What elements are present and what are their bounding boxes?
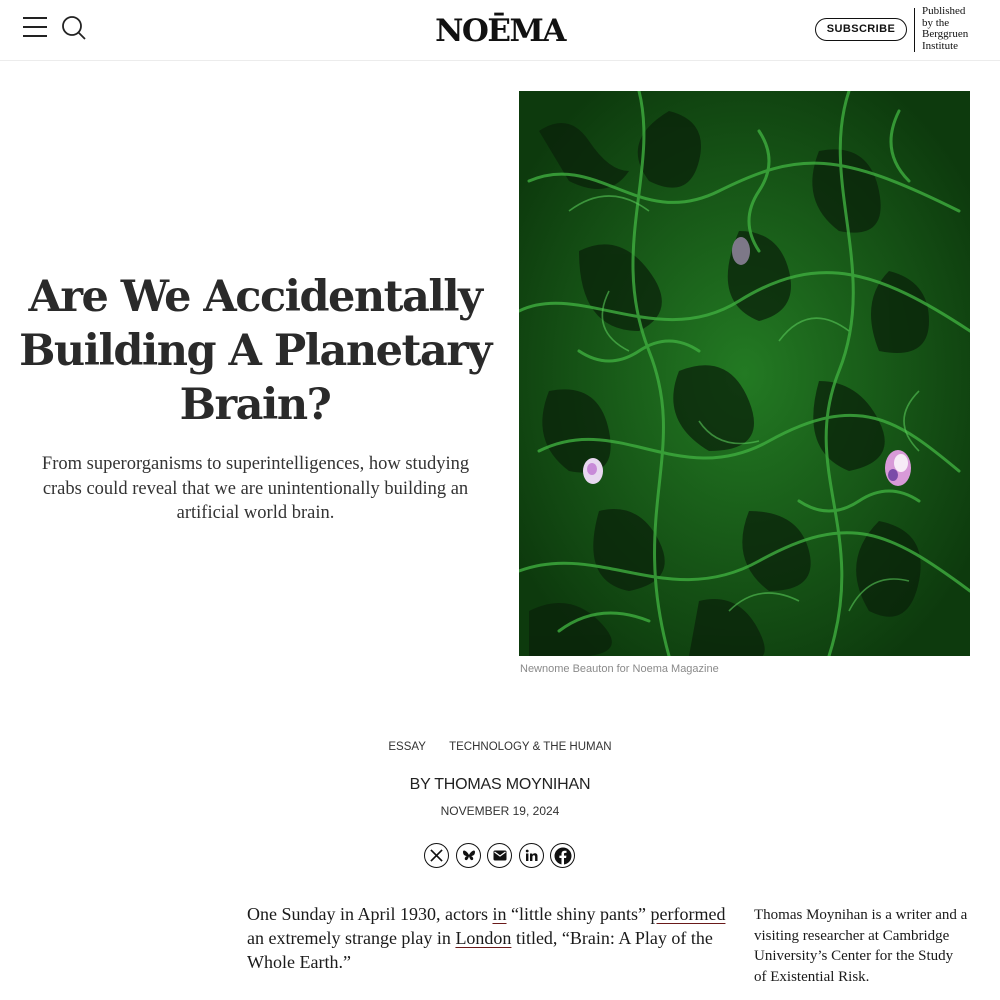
menu-icon[interactable] [23,17,47,37]
publisher-line: Published [922,5,966,17]
link-performed[interactable]: performed [650,904,726,924]
article-dek: From superorganisms to superintelligences, how studying crabs could reveal that we are unintentionally building an artificial world brain. [41,454,470,523]
divider [914,8,915,52]
x-icon[interactable] [424,843,449,868]
body-text-segment: titled, “Brain: A Play of the Whole Earth.” [247,928,713,972]
tag-essay[interactable]: ESSAY [388,741,426,753]
bluesky-icon[interactable] [456,843,481,868]
article-body [247,902,732,974]
site-header [0,0,1000,61]
subscribe-button[interactable]: SUBSCRIBE [815,18,907,41]
article-title: Are We Accidentally Building A Planetary Brain? [19,272,491,430]
link-london[interactable]: London [455,928,512,948]
email-icon[interactable] [487,843,512,868]
publisher-line: Berggruen [922,28,969,40]
body-text-segment: One Sunday in April 1930, actors [247,904,493,924]
publisher-line: Institute [922,39,959,52]
linkedin-icon[interactable] [519,843,544,868]
hero-image [519,91,970,656]
body-text-segment: “little shiny pants” [506,904,651,924]
author-byline[interactable]: BY THOMAS MOYNIHAN [409,776,591,793]
body-text-segment: an extremely strange play in [247,928,456,948]
publisher-note[interactable] [922,6,998,52]
author-bio: Thomas Moynihan is a writer and a visiting researcher at Cambridge University’s Center for the Study of Existential Risk. [754,907,968,985]
publisher-line: by the [922,16,950,29]
article-tags [0,741,1000,753]
share-buttons [424,843,576,869]
site-logo[interactable]: NOĒMA [435,13,565,49]
search-icon[interactable] [60,14,88,42]
publish-date: NOVEMBER 19, 2024 [440,804,560,818]
link-in[interactable]: in [492,904,507,924]
image-caption: Newnome Beauton for Noema Magazine [520,663,719,675]
tag-technology-and-the-human[interactable]: TECHNOLOGY & THE HUMAN [449,741,612,753]
facebook-icon[interactable] [550,843,575,868]
